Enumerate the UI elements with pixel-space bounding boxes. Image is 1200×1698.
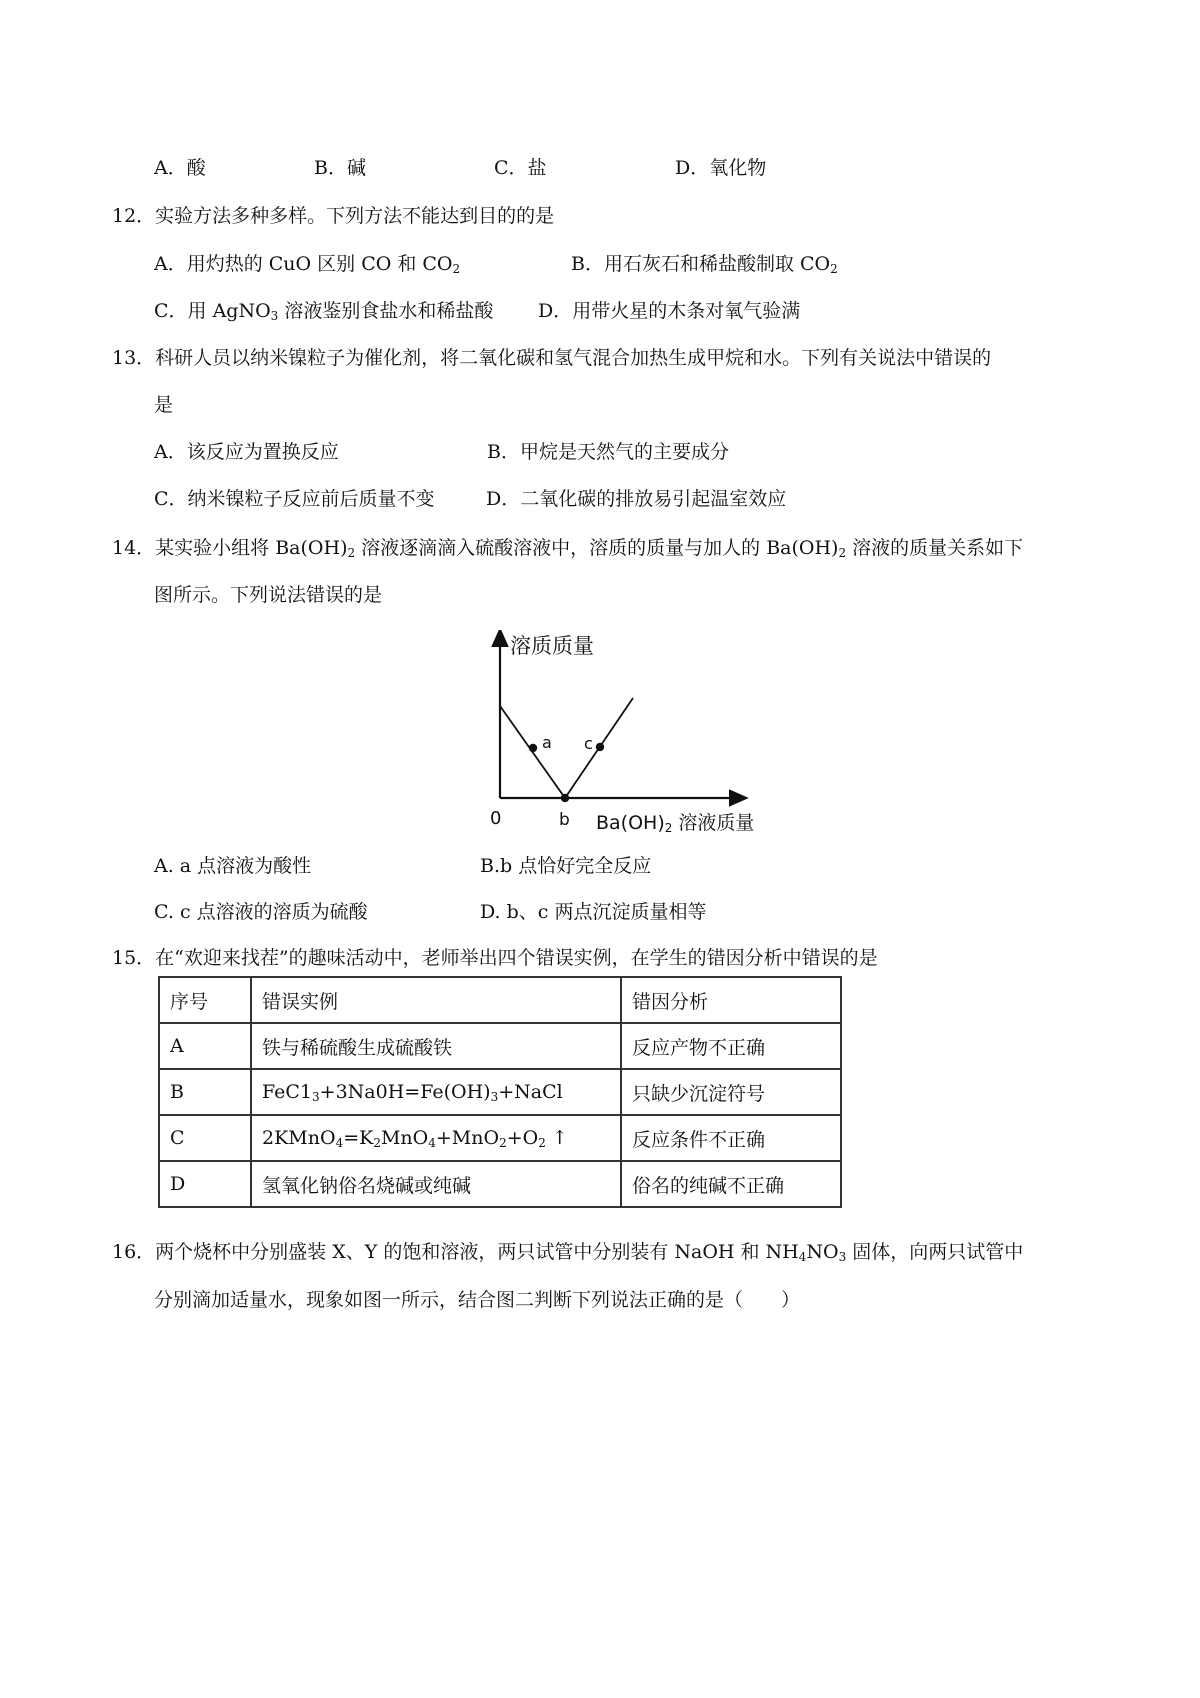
q11-option-d: D．氧化物: [675, 157, 767, 179]
row-id-cell: C: [159, 1115, 251, 1161]
graph-x-label: $Ba(OH)_2$ 溶液质量: [596, 812, 755, 835]
q15-stem: 15．在“欢迎来找茬”的趣味活动中，老师举出四个错误实例，在学生的错因分析中错误的是: [112, 947, 878, 969]
q11-option-a: A．酸: [154, 157, 206, 179]
error-example-cell: $FeC1_3+3Na0H=Fe(OH)_3+NaCl$: [251, 1069, 621, 1115]
q12-option-d: D．用带火星的木条对氧气验满: [538, 300, 801, 322]
table-header-cell: 序号: [159, 977, 251, 1023]
table-row: [159, 1023, 841, 1069]
error-analysis-cell: 只缺少沉淀符号: [621, 1069, 841, 1115]
q11-option-b: B．碱: [314, 157, 366, 179]
q13-option-d: D．二氧化碳的排放易引起温室效应: [486, 488, 787, 510]
point-a-dot: [529, 744, 537, 752]
q14-option-d: D. b、c 两点沉淀质量相等: [480, 901, 707, 923]
solute-mass-graph: [470, 630, 810, 840]
table-row: [159, 1161, 841, 1207]
q12-option-c: C．用 AgNO$_3$ 溶液鉴别食盐水和稀盐酸: [154, 300, 494, 323]
row-id-cell: A: [159, 1023, 251, 1069]
graph-y-label: 溶质质量: [510, 634, 594, 658]
graph-point-c-label: c: [584, 734, 593, 753]
graph-point-b-label: b: [559, 810, 570, 830]
q13-option-c: C．纳米镍粒子反应前后质量不变: [154, 488, 435, 510]
error-analysis-table: [158, 976, 842, 1208]
table-header-cell: 错因分析: [621, 977, 841, 1023]
q14-option-c: C. c 点溶液的溶质为硫酸: [154, 901, 368, 923]
table-header-row: [159, 977, 841, 1023]
point-b-dot: [561, 794, 569, 802]
error-example-cell: 氢氧化钠俗名烧碱或纯碱: [251, 1161, 621, 1207]
q11-option-c: C．盐: [494, 157, 547, 179]
table-row: [159, 1115, 841, 1161]
error-analysis-cell: 反应产物不正确: [621, 1023, 841, 1069]
q14-stem-line2: 图所示。下列说法错误的是: [154, 584, 383, 606]
q14-option-b: B.b 点恰好完全反应: [480, 855, 652, 877]
q16-stem-line1: 16．两个烧杯中分别盛装 X、Y 的饱和溶液，两只试管中分别装有 NaOH 和 $NH_4NO_3$ 固体，向两只试管中: [112, 1241, 1024, 1264]
graph-point-a-label: a: [542, 733, 552, 752]
table-row: [159, 1069, 841, 1115]
row-id-cell: B: [159, 1069, 251, 1115]
error-analysis-cell: 反应条件不正确: [621, 1115, 841, 1161]
q13-stem-line1: 13．科研人员以纳米镍粒子为催化剂，将二氧化碳和氢气混合加热生成甲烷和水。下列有关说法中错误的: [112, 347, 992, 369]
graph-origin-label: 0: [490, 808, 502, 829]
error-example-cell: 铁与稀硫酸生成硫酸铁: [251, 1023, 621, 1069]
q13-option-b: B．甲烷是天然气的主要成分: [487, 441, 729, 463]
q12-option-b: B．用石灰石和稀盐酸制取 $CO_2$: [571, 253, 838, 276]
q14-stem-line1: 14．某实验小组将 $Ba(OH)_2$ 溶液逐滴滴入硫酸溶液中，溶质的质量与加人的 $Ba(OH)_2$ 溶液的质量关系如下: [112, 537, 1024, 560]
error-example-cell: $2KMnO_4=K_2MnO_4+MnO_2+O_2$ ↑: [251, 1115, 621, 1161]
row-id-cell: D: [159, 1161, 251, 1207]
solute-mass-curve: [500, 698, 633, 798]
q12-stem: 12．实验方法多种多样。下列方法不能达到目的的是: [112, 205, 555, 227]
table-header-cell: 错误实例: [251, 977, 621, 1023]
q16-stem-line2: 分别滴加适量水，现象如图一所示，结合图二判断下列说法正确的是（ ）: [154, 1289, 801, 1311]
q13-option-a: A．该反应为置换反应: [154, 441, 339, 463]
q12-option-a: A．用灼热的 CuO 区别 CO 和 $CO_2$: [154, 253, 461, 276]
q14-option-a: A. a 点溶液为酸性: [154, 855, 312, 877]
point-c-dot: [596, 743, 604, 751]
q13-stem-line2: 是: [154, 394, 174, 416]
error-analysis-cell: 俗名的纯碱不正确: [621, 1161, 841, 1207]
